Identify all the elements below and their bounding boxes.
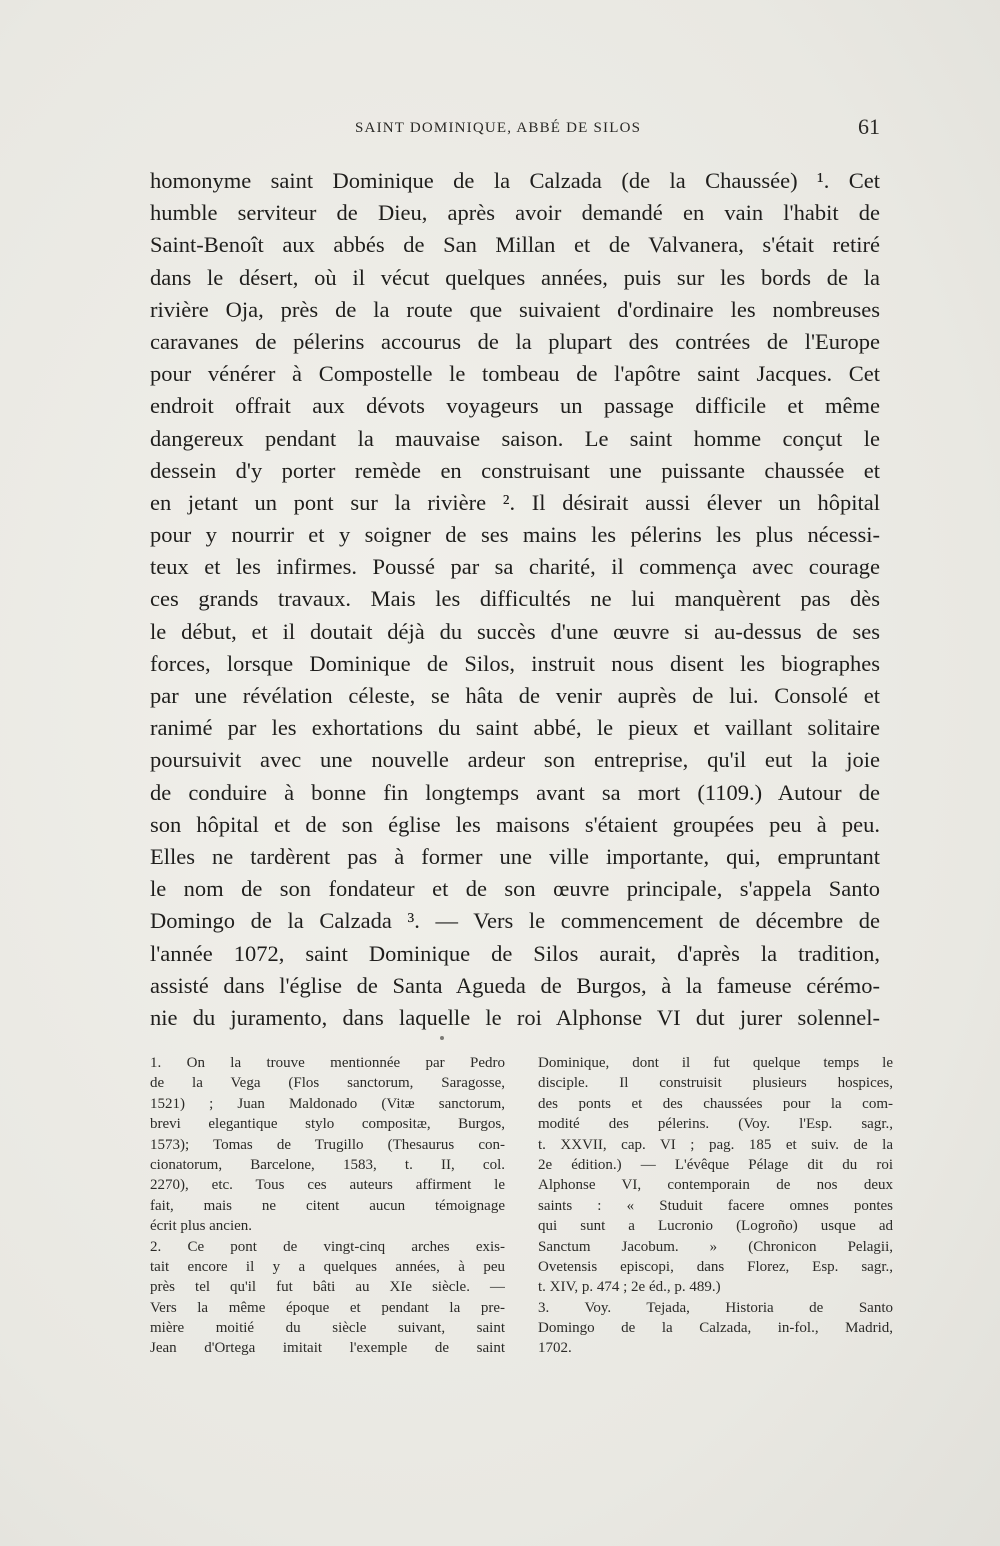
body-text [150, 165, 880, 1034]
body-line: son hôpital et de son église les maisons s'étaient groupées peu à peu. [150, 811, 880, 837]
footnote-line: brevi elegantique stylo compositæ, Burgos, [150, 1116, 505, 1133]
footnote-line: t. XXVII, cap. VI ; pag. 185 et suiv. de la [538, 1136, 893, 1153]
footnote-line: Dominique, dont il fut quelque temps le [538, 1055, 893, 1071]
running-title: SAINT DOMINIQUE, ABBÉ DE SILOS [355, 120, 642, 136]
body-line: caravanes de pélerins accourus de la plupart des contrées de l'Europe [150, 328, 880, 354]
body-line: homonyme saint Dominique de la Calzada (de la Chaussée) ¹. Cet [150, 168, 880, 193]
footnote-line: écrit plus ancien. [150, 1218, 253, 1235]
footnote-line: Alphonse VI, contemporain de nos deux [538, 1177, 893, 1194]
body-line: en jetant un pont sur la rivière ². Il désirait aussi élever un hôpital [150, 489, 880, 515]
body-line: dans le désert, où il vécut quelques années, puis sur les bords de la [150, 264, 880, 290]
footnote-line: 2. Ce pont de vingt-cinq arches exis- [150, 1238, 505, 1255]
footnote-line: mière moitié du siècle suivant, saint [150, 1320, 505, 1337]
footnote-line: près tel qu'il fut bâti au XIe siècle. — [150, 1279, 505, 1296]
body-line: l'année 1072, saint Dominique de Silos aurait, d'après la tradition, [150, 940, 880, 966]
body-line: dangereux pendant la mauvaise saison. Le saint homme conçut le [150, 425, 880, 451]
body-line: pour y nourrir et y soigner de ses mains les pélerins les plus nécessi- [150, 522, 880, 548]
body-line: forces, lorsque Dominique de Silos, instruit nous disent les biographes [150, 650, 880, 676]
footnote-line: 1573); Tomas de Trugillo (Thesaurus con- [150, 1136, 505, 1153]
footnote-line: disciple. Il construisit plusieurs hospices, [538, 1075, 893, 1092]
footnote-line: Jean d'Ortega imitait l'exemple de saint [150, 1340, 505, 1357]
footnote-line: 2270), etc. Tous ces auteurs affirment le [150, 1177, 505, 1194]
footnote-line: Domingo de la Calzada, in-fol., Madrid, [538, 1320, 893, 1337]
footnote-line: 1702. [538, 1340, 572, 1357]
footnote-line: Ovetensis episcopi, dans Florez, Esp. sagr., [538, 1258, 893, 1275]
body-line: rivière Oja, près de la route que suivaient d'ordinaire les nombreuses [150, 296, 880, 322]
body-line: le nom de son fondateur et de son œuvre principale, s'appela Santo [150, 876, 880, 902]
footnote-line: des ponts et des chaussées pour la com- [538, 1095, 893, 1112]
footnote-line: cionatorum, Barcelone, 1583, t. II, col. [150, 1156, 505, 1173]
body-line: pour vénérer à Compostelle le tombeau de l'apôtre saint Jacques. Cet [150, 361, 880, 387]
footnote-line: 1. On la trouve mentionnée par Pedro [150, 1055, 505, 1071]
body-line: ces grands travaux. Mais les difficultés ne lui manquèrent pas dès [150, 586, 880, 612]
footnote-line: saints : « Studuit facere omnes pontes [538, 1197, 893, 1214]
footnote-line: Vers la même époque et pendant la pre- [150, 1299, 505, 1316]
separator-dot [440, 1036, 444, 1040]
footnote-line: 1521) ; Juan Maldonado (Vitæ sanctorum, [150, 1095, 505, 1112]
body-line: Domingo de la Calzada ³. — Vers le commencement de décembre de [150, 908, 880, 934]
body-line: ranimé par les exhortations du saint abbé, le pieux et vaillant solitaire [150, 715, 880, 741]
body-line: humble serviteur de Dieu, après avoir demandé en vain l'habit de [150, 200, 880, 226]
body-line: poursuivit avec une nouvelle ardeur son entreprise, qu'il eut la joie [150, 747, 880, 773]
footnote-line: t. XIV, p. 474 ; 2e éd., p. 489.) [538, 1279, 721, 1296]
footnote-line: fait, mais ne citent aucun témoignage [150, 1197, 505, 1214]
footnote-line: qui sunt a Lucronio (Logroño) usque ad [538, 1218, 893, 1235]
body-line: par une révélation céleste, se hâta de venir auprès de lui. Consolé et [150, 683, 880, 708]
page-number: 61 [858, 114, 880, 139]
footnote-line: 2e édition.) — L'évêque Pélage dit du roi [538, 1156, 893, 1173]
footnote-line: modité des pélerins. (Voy. l'Esp. sagr., [538, 1116, 893, 1133]
footnotes-left-column [150, 1053, 505, 1359]
footnotes-right-column [538, 1053, 893, 1359]
body-line: le début, et il doutait déjà du succès d'une œuvre si au-dessus de ses [150, 618, 880, 644]
body-line: de conduire à bonne fin longtemps avant sa mort (1109.) Autour de [150, 779, 880, 805]
body-line: Elles ne tardèrent pas à former une ville importante, qui, empruntant [150, 843, 880, 869]
body-line: Saint-Benoît aux abbés de San Millan et de Valvanera, s'était retiré [150, 232, 880, 258]
body-line: assisté dans l'église de Santa Agueda de Burgos, à la fameuse cérémo- [150, 972, 880, 998]
body-line: endroit offrait aux dévots voyageurs un passage difficile et même [150, 393, 880, 419]
footnote-line: 3. Voy. Tejada, Historia de Santo [538, 1299, 893, 1316]
body-line: nie du juramento, dans laquelle le roi Alphonse VI dut jurer solennel- [150, 1004, 880, 1030]
running-head [150, 114, 880, 140]
footnote-line: Sanctum Jacobum. » (Chronicon Pelagii, [538, 1238, 893, 1255]
body-line: teux et les infirmes. Poussé par sa charité, il commença avec courage [150, 554, 880, 580]
footnote-line: de la Vega (Flos sanctorum, Saragosse, [150, 1075, 505, 1092]
footnote-line: tait encore il y a quelques années, à peu [150, 1258, 505, 1275]
body-line: dessein d'y porter remède en construisant une puissante chaussée et [150, 457, 880, 483]
